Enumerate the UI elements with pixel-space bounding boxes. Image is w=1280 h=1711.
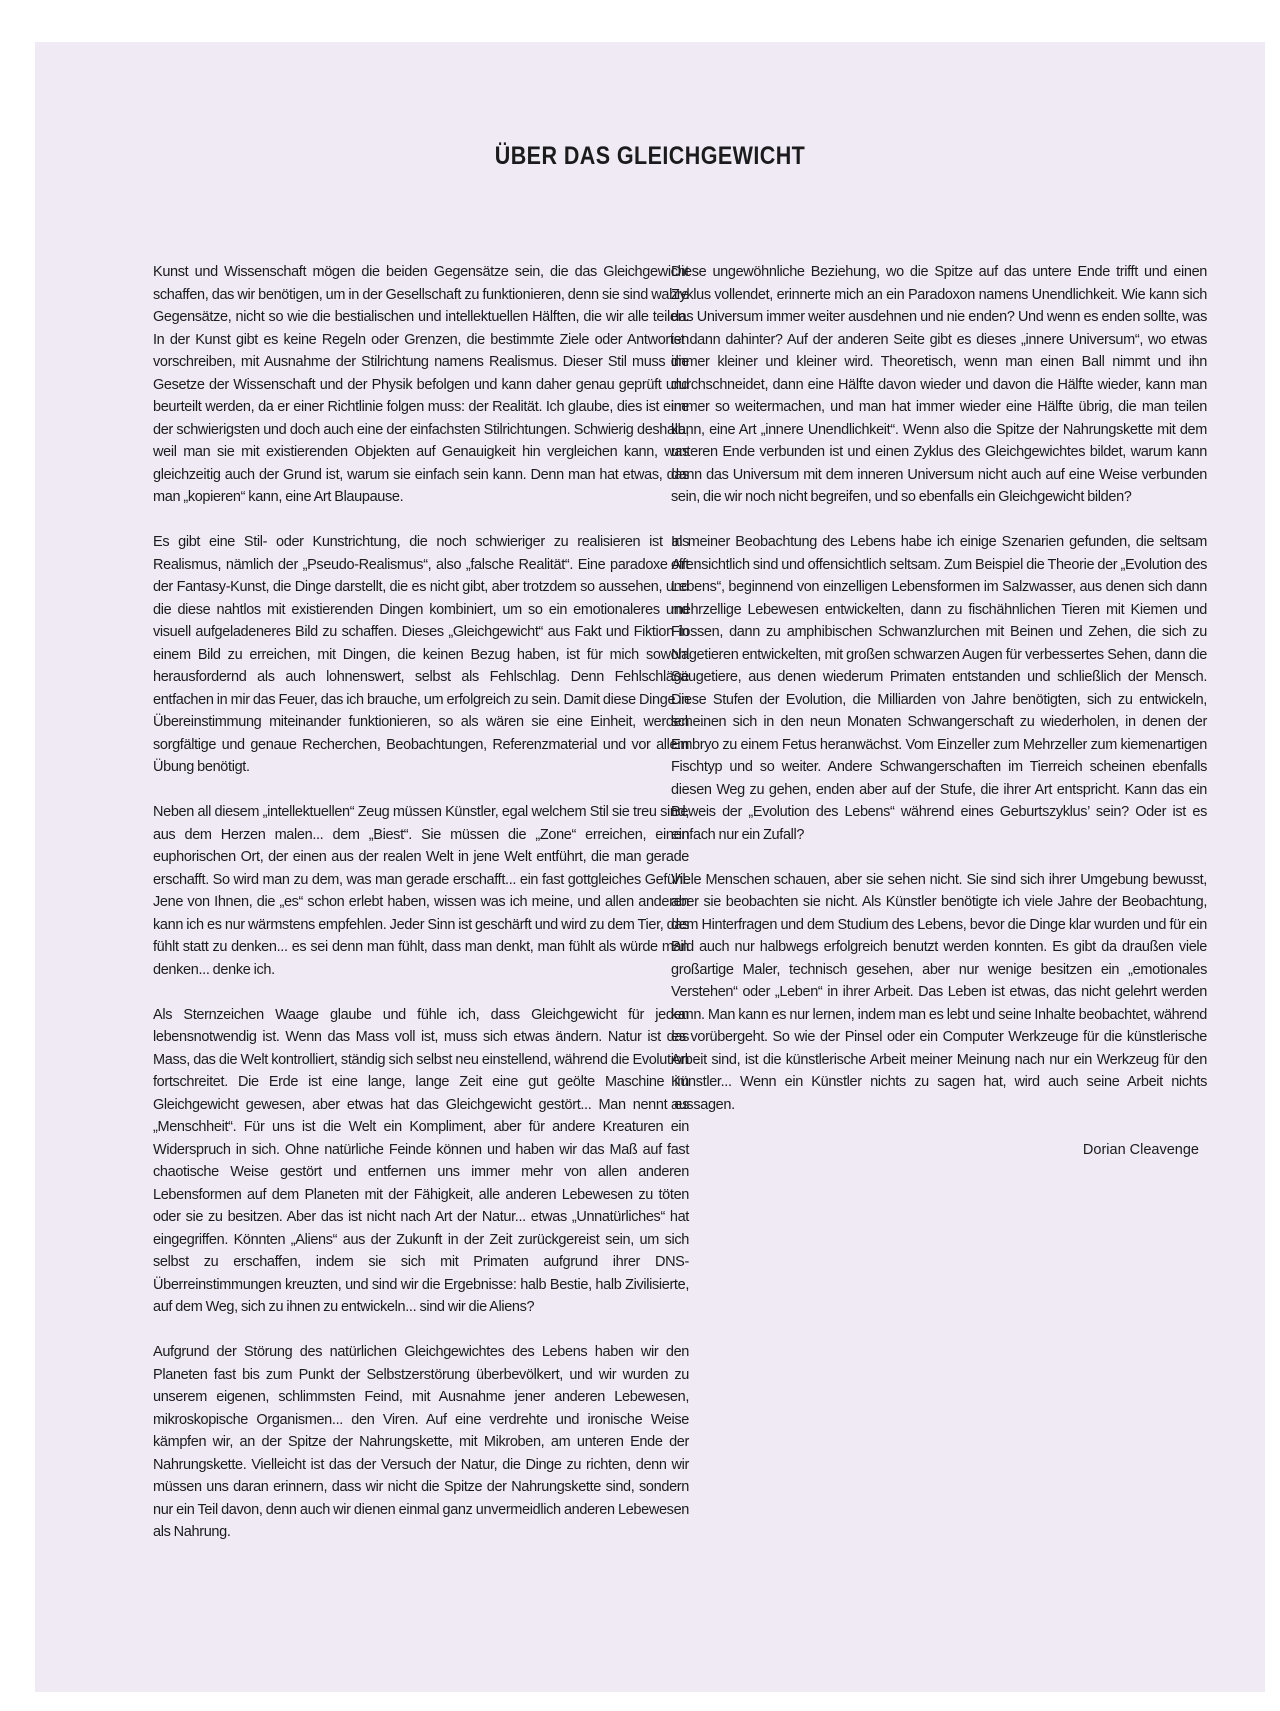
left-column (153, 261, 689, 1566)
paragraph: Viele Menschen schauen, aber sie sehen nicht. Sie sind sich ihrer Umgebung bewusst, aber sie beobachten sie nicht. Als Künstler benötigte ich viele Jahre der Beobachtung, dem Hinterfragen und dem Studium des Lebens, bevor die Dinge klar wurden und für ein Bild auch nur halbwegs erfolgreich benutzt werden konnten. Es gibt da draußen viele großartige Maler, technisch gesehen, aber nur wenige besitzen ein „emotionales Verstehen“ oder „Leben“ in ihrer Arbeit. Das Leben ist etwas, das nicht gelehrt werden kann. Man kann es nur lernen, indem man es lebt und seine Inhalte beobachtet, während es vorübergeht. So wie der Pinsel oder ein Computer Werkzeuge für die künstlerische Arbeit sind, ist die künstlerische Arbeit meiner Meinung nach nur ein Werkzeug für den Künstler... Wenn ein Künstler nichts zu sagen hat, wird auch seine Arbeit nichts aussagen. (671, 871, 1207, 1113)
paragraph: Als Sternzeichen Waage glaube und fühle ich, dass Gleichgewicht für jeden lebensnotwendig ist. Wenn das Mass voll ist, muss sich etwas ändern. Natur ist das Mass, das die Welt kontrolliert, ständig sich selbst neu einstellend, während die Evolution fortschreitet. Die Erde ist eine lange, lange Zeit eine gut geölte Maschine im Gleichgewicht gewesen, aber etwas hat das Gleichgewicht gestört... Man nennt es „Menschheit“. Für uns ist die Welt ein Kompliment, aber für andere Kreaturen ein Widerspruch in sich. Ohne natürliche Feinde können und haben wir das Maß auf fast chaotische Weise gestört und entfernen uns immer mehr von allen anderen Lebensformen auf dem Planeten mit der Fähigkeit, alle anderen Lebewesen zu töten oder sie zu besitzen. Aber das ist nicht nach Art der Natur... etwas „Unnatürliches“ hat eingegriffen. Könnten „Aliens“ aus der Zukunft in der Zeit zurückgereist sein, um sich selbst zu erschaffen, indem sie sich mit Primaten aufgrund ihrer DNS-Überreinstimmungen kreuzten, und sind wir die Ergebnisse: halb Bestie, halb Zivilisierte, auf dem Weg, sich zu ihnen zu entwickeln... sind wir die Aliens? (153, 1006, 689, 1315)
paragraph: Diese ungewöhnliche Beziehung, wo die Spitze auf das untere Ende trifft und einen Zyklus vollendet, erinnerte mich an ein Paradoxon namens Unendlichkeit. Wie kann sich das Universum immer weiter ausdehnen und nie enden? Und wenn es enden sollte, was ist dann dahinter? Auf der anderen Seite gibt es dieses „innere Universum“, wo etwas immer kleiner und kleiner wird. Theoretisch, wenn man einen Ball nimmt und ihn durchschneidet, dann eine Hälfte davon wieder und davon die Hälfte wieder, kann man immer so weitermachen, und man hat immer wieder eine Hälfte übrig, die man teilen kann, eine Art „innere Unendlichkeit“. Wenn also die Spitze der Nahrungskette mit dem unteren Ende verbunden ist und einen Zyklus des Gleichgewichtes bildet, warum kann dann das Universum mit dem inneren Universum nicht auch auf eine Weise verbunden sein, die wir noch nicht begreifen, und so ebenfalls ein Gleichgewicht bilden? (671, 264, 1207, 505)
right-column (671, 261, 1207, 1161)
page-title: ÜBER DAS GLEICHGEWICHT (494, 142, 806, 170)
author-signature: Dorian Cleavenge (1082, 1141, 1199, 1158)
paragraph: Neben all diesem „intellektuellen“ Zeug müssen Künstler, egal welchem Stil sie treu sind, aus dem Herzen malen... dem „Biest“. Sie müssen die „Zone“ erreichen, einen euphorischen Ort, der einen aus der realen Welt in jene Welt entführt, die man gerade erschafft. So wird man zu dem, was man gerade erschafft... ein fast gottgleiches Gefühl. Jene von Ihnen, die „es“ schon erlebt haben, wissen was ich meine, und allen anderen kann ich es nur wärmstens empfehlen. Jeder Sinn ist geschärft und wird zu dem Tier, das fühlt statt zu denken... es sei denn man fühlt, dass man denkt, man fühlt als würde man denken... denke ich. (153, 804, 689, 978)
paragraph: Es gibt eine Stil- oder Kunstrichtung, die noch schwieriger zu realisieren ist als Realismus, nämlich der „Pseudo-Realismus“, also „falsche Realität“. Eine paradoxe Art der Fantasy-Kunst, die Dinge darstellt, die es nicht gibt, aber trotzdem so aussehen, und die diese nahtlos mit existierenden Dingen kombiniert, um so ein emotionaleres und visuell aufgeladeneres Bild zu schaffen. Dieses „Gleichgewicht“ aus Fakt und Fiktion in einem Bild zu erreichen, mit Dingen, die keinen Bezug haben, ist für mich sowohl herausfordernd als auch lohnenswert, selbst als Fehlschlag. Denn Fehlschläge entfachen in mir das Feuer, das ich brauche, um erfolgreich zu sein. Damit diese Dinge in Übereinstimmung miteinander funktionieren, so als wären sie eine Einheit, werden sorgfältige und genaue Recherchen, Beobachtungen, Referenzmaterial und vor allem Übung benötigt. (153, 534, 689, 775)
paragraph: Kunst und Wissenschaft mögen die beiden Gegensätze sein, die das Gleichgewicht schaffen, das wir benötigen, um in der Gesellschaft zu funktionieren, denn sie sind wahre Gegensätze, nicht so wie die bestialischen und intellektuellen Hälften, die wir alle teilen. In der Kunst gibt es keine Regeln oder Grenzen, die bestimmte Ziele oder Antworten vorschreiben, mit Ausnahme der Stilrichtung namens Realismus. Dieser Stil muss die Gesetze der Wissenschaft und der Physik befolgen und kann daher genau geprüft und beurteilt werden, da er einer Richtlinie folgen muss: der Realität. Ich glaube, dies ist eine der schwierigsten und doch auch eine der einfachsten Stilrichtungen. Schwierig deshalb, weil man sie mit existierenden Objekten auf Genauigkeit hin vergleichen kann, was gleichzeitig auch der Grund ist, warum sie einfach sein kann. Denn man hat etwas, das man „kopieren“ kann, eine Art Blaupause. (153, 264, 689, 505)
document-page (35, 42, 1265, 1692)
paragraph: Aufgrund der Störung des natürlichen Gleichgewichtes des Lebens haben wir den Planeten fast bis zum Punkt der Selbstzerstörung überbevölkert, und wir wurden zu unserem eigenen, schlimmsten Feind, mit Ausnahme jener anderen Lebewesen, mikroskopische Organismen... den Viren. Auf eine verdrehte und ironische Weise kämpfen wir, an der Spitze der Nahrungskette, mit Mikroben, am unteren Ende der Nahrungskette. Vielleicht ist das der Versuch der Natur, die Dinge zu richten, denn wir müssen uns daran erinnern, dass wir nicht die Spitze der Nahrungskette sind, sondern nur ein Teil davon, denn auch wir dienen einmal ganz unvermeidlich anderen Lebewesen als Nahrung. (153, 1344, 689, 1540)
paragraph: In meiner Beobachtung des Lebens habe ich einige Szenarien gefunden, die seltsam offensichtlich sind und offensichtlich seltsam. Zum Beispiel die Theorie der „Evolution des Lebens“, beginnend von einzelligen Lebensformen im Salzwasser, aus denen sich dann mehrzellige Lebewesen entwickelten, dann zu fischähnlichen Tieren mit Kiemen und Flossen, dann zu amphibischen Schwanzlurchen mit Beinen und Zehen, die sich zu Nagetieren entwickelten, mit großen schwarzen Augen für verbessertes Sehen, dann die Säugetiere, aus denen wiederum Primaten entstanden und schließlich der Mensch. Diese Stufen der Evolution, die Milliarden von Jahre benötigten, sich zu entwickeln, scheinen sich in den neun Monaten Schwangerschaft zu wiederholen, in denen der Embryo zu einem Fetus heranwächst. Vom Einzeller zum Mehrzeller zum kiemenartigen Fischtyp und so weiter. Andere Schwangerschaften im Tierreich scheinen ebenfalls diesen Weg zu gehen, enden aber auf der Stufe, die ihrer Art entspricht. Kann das ein Beweis der „Evolution des Lebens“ während eines Geburtszyklus’ sein? Oder ist es einfach nur ein Zufall? (671, 534, 1207, 843)
